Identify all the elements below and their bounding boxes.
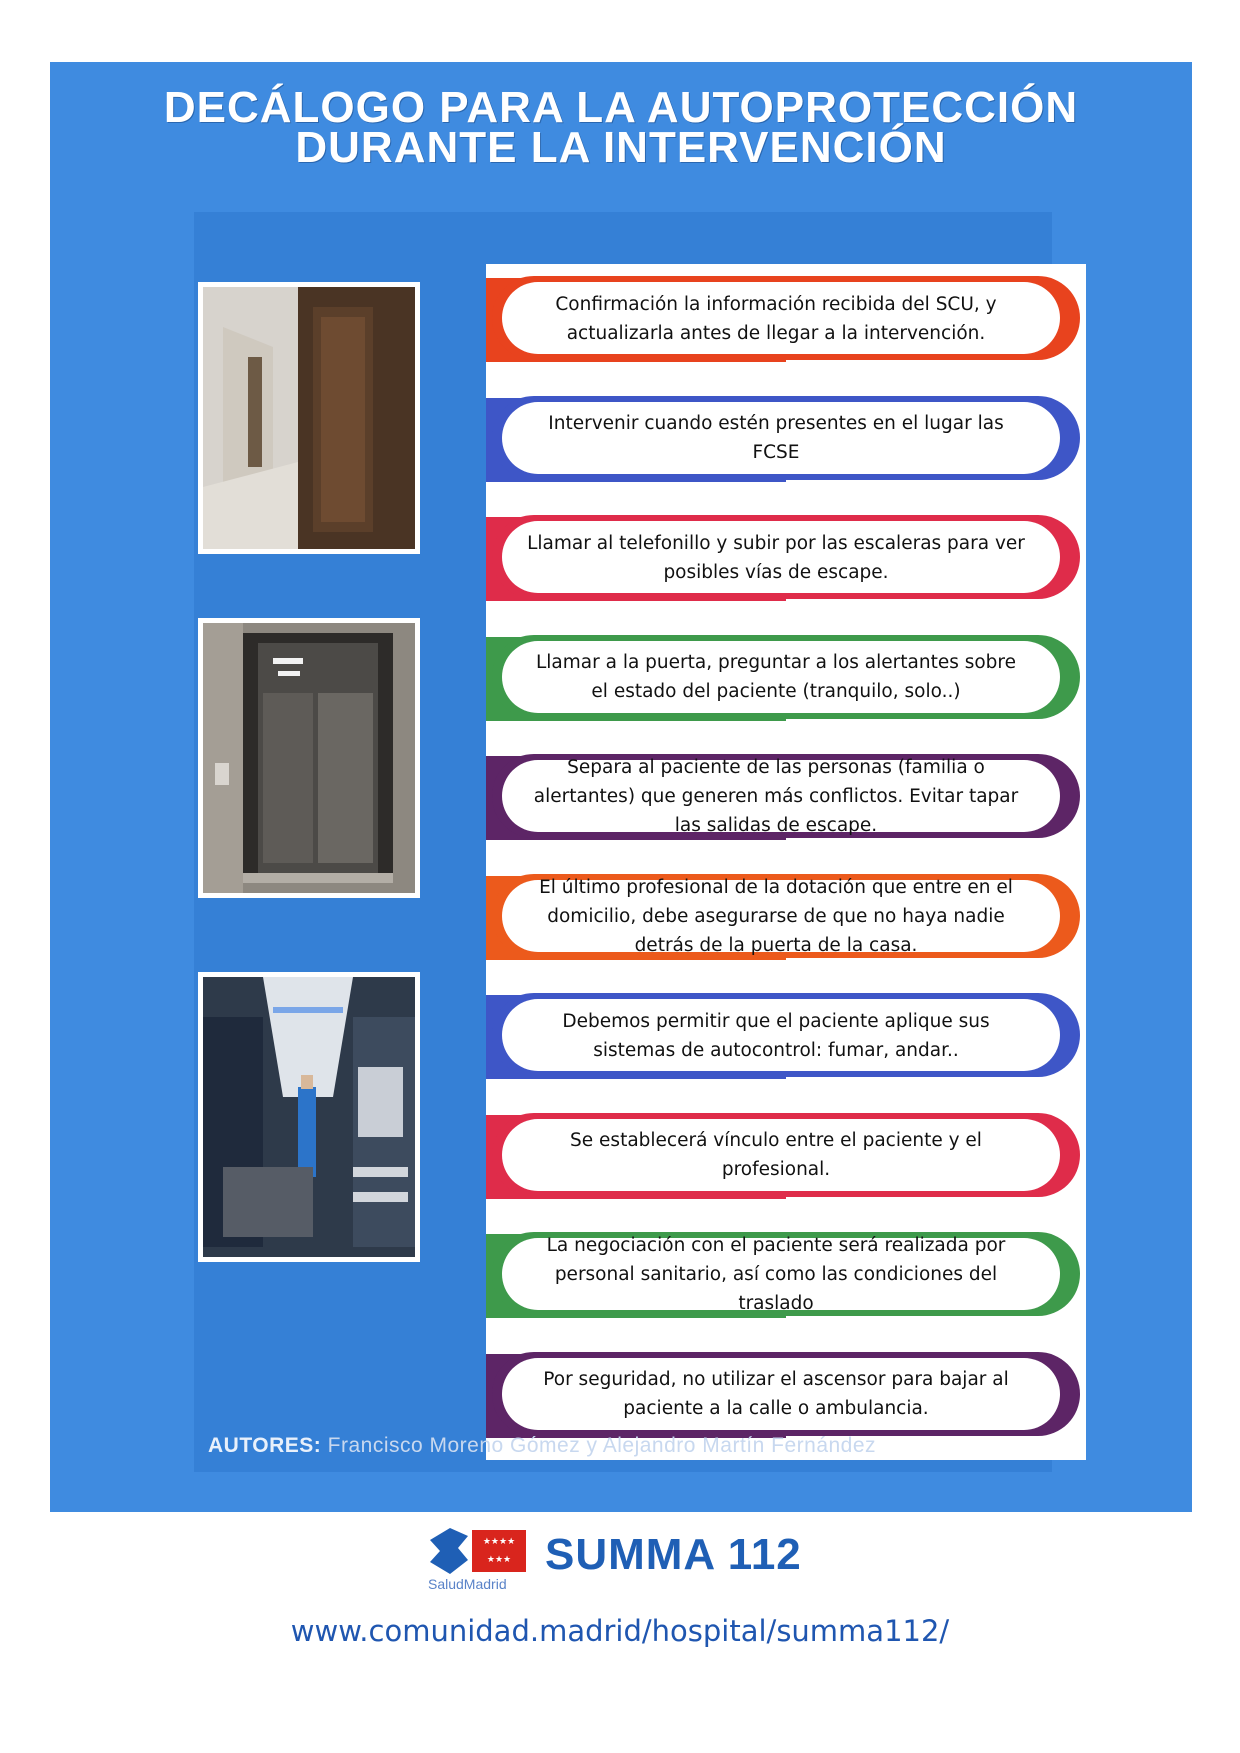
summa-logo bbox=[428, 1526, 848, 1596]
decalogue-item bbox=[486, 390, 1086, 487]
item-text: Se establecerá vínculo entre el paciente y el profesional. bbox=[570, 1130, 982, 1180]
poster-title bbox=[50, 83, 1192, 172]
item-text: Debemos permitir que el paciente aplique sus sistemas de autocontrol: fumar, andar.. bbox=[562, 1010, 990, 1061]
item-text: Por seguridad, no utilizar el ascensor para bajar al paciente a la calle o ambulancia. bbox=[543, 1369, 1009, 1419]
decalogue-item bbox=[486, 629, 1086, 726]
decalogue-list bbox=[486, 264, 1086, 1460]
photo-elevator bbox=[198, 618, 420, 898]
title-line-1: DECÁLOGO PARA LA AUTOPROTECCIÓN bbox=[163, 83, 1079, 132]
decalogue-item bbox=[486, 270, 1086, 367]
authors-names: Francisco Moreno Gómez y Alejandro Martín Fernández bbox=[327, 1434, 877, 1457]
madrid-emblem-icon bbox=[428, 1526, 533, 1576]
svg-text:★★★★: ★★★★ bbox=[482, 1537, 516, 1547]
logo-name: SUMMA 112 bbox=[545, 1530, 802, 1579]
authors-label: AUTORES: bbox=[208, 1434, 322, 1457]
decalogue-item bbox=[486, 987, 1086, 1084]
decalogue-item bbox=[486, 1226, 1086, 1323]
decalogue-item bbox=[486, 1346, 1086, 1443]
website-url[interactable]: www.comunidad.madrid/hospital/summa112/ bbox=[290, 1614, 950, 1648]
item-text: Llamar al telefonillo y subir por las escaleras para ver posibles vías de escape. bbox=[527, 532, 1025, 583]
decalogue-item bbox=[486, 748, 1086, 845]
decalogue-item bbox=[486, 1107, 1086, 1204]
item-text: El último profesional de la dotación que entre en el domicilio, debe asegurarse de que no haya nadie detrás de la puerta de la casa. bbox=[539, 876, 1013, 956]
logo-sub: SaludMadrid bbox=[428, 1576, 507, 1592]
title-line-2: DURANTE LA INTERVENCIÓN bbox=[295, 123, 947, 172]
authors-line bbox=[208, 1434, 1048, 1458]
svg-text:★★★: ★★★ bbox=[486, 1555, 512, 1565]
decalogue-item bbox=[486, 509, 1086, 606]
item-text: Separa al paciente de las personas (familia o alertantes) que generen más conflictos. Evitar tapar las salidas de escape. bbox=[533, 757, 1019, 836]
poster bbox=[50, 62, 1192, 1512]
item-text: La negociación con el paciente será realizada por personal sanitario, así como las condiciones del traslado bbox=[546, 1235, 1006, 1314]
photo-corridor bbox=[198, 282, 420, 554]
item-text: Confirmación la información recibida del SCU, y actualizarla antes de llegar a la intervención. bbox=[555, 293, 997, 344]
decalogue-item bbox=[486, 868, 1086, 965]
item-text: Llamar a la puerta, preguntar a los alertantes sobre el estado del paciente (tranquilo, solo..) bbox=[535, 652, 1016, 702]
item-text: Intervenir cuando estén presentes en el lugar las FCSE bbox=[548, 413, 1004, 463]
photo-ambulance-interior bbox=[198, 972, 420, 1262]
